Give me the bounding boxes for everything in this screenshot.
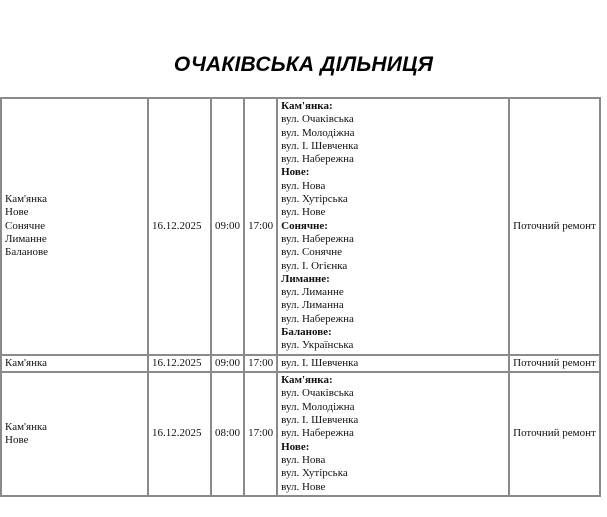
end-time-cell: 17:00 bbox=[244, 98, 277, 355]
street-name: вул. Нова bbox=[281, 453, 326, 466]
street-name: вул. Нове bbox=[281, 480, 326, 493]
end-time-cell: 17:00 bbox=[244, 372, 277, 496]
page-title: ОЧАКІВСЬКА ДІЛЬНИЦЯ bbox=[173, 53, 434, 76]
work-type-cell: Поточний ремонт bbox=[509, 98, 600, 355]
settlement-name: Нове bbox=[5, 433, 29, 446]
street-name: вул. І. Огієнка bbox=[281, 259, 348, 272]
street-name: вул. Набережна bbox=[281, 232, 354, 245]
streets-cell bbox=[277, 372, 509, 496]
settlement-name: Кам'янка bbox=[5, 420, 48, 433]
street-name: вул. Хутірська bbox=[281, 193, 348, 206]
street-name: вул. Очаківська bbox=[281, 387, 354, 400]
street-name: вул. І. Шевченка bbox=[281, 356, 359, 369]
settlement-group-heading: Кам'янка: bbox=[281, 374, 333, 387]
street-name: вул. Лиманне bbox=[281, 286, 344, 299]
settlement-group-heading: Сонячне: bbox=[281, 219, 328, 232]
table-row bbox=[1, 98, 600, 355]
street-name: вул. І. Шевченка bbox=[281, 139, 359, 152]
settlement-name: Баланове bbox=[5, 246, 49, 259]
table-body bbox=[1, 98, 600, 496]
settlements-cell bbox=[1, 372, 148, 496]
settlement-name: Кам'янка bbox=[5, 193, 48, 206]
settlement-group-heading: Кам'янка: bbox=[281, 100, 333, 112]
street-name: вул. Українська bbox=[281, 339, 354, 352]
date-cell: 16.12.2025 bbox=[148, 372, 211, 496]
street-name: вул. Нова bbox=[281, 179, 326, 192]
streets-cell bbox=[277, 98, 509, 355]
streets-cell bbox=[277, 355, 509, 373]
street-name: вул. І. Шевченка bbox=[281, 414, 359, 427]
street-name: вул. Набережна bbox=[281, 153, 354, 166]
settlement-group-heading: Нове: bbox=[281, 440, 310, 453]
street-name: вул. Набережна bbox=[281, 312, 354, 325]
street-name: вул. Очаківська bbox=[281, 113, 354, 126]
street-name: вул. Сонячне bbox=[281, 246, 343, 259]
settlement-name: Лиманне bbox=[5, 232, 47, 245]
start-time-cell: 09:00 bbox=[211, 98, 244, 355]
settlements-cell bbox=[1, 98, 148, 355]
settlement-group-heading: Нове: bbox=[281, 166, 310, 179]
settlement-group-heading: Лиманне: bbox=[281, 272, 330, 285]
settlements-cell bbox=[1, 355, 148, 373]
date-cell: 16.12.2025 bbox=[148, 98, 211, 355]
street-name: вул. Нове bbox=[281, 206, 326, 219]
street-name: вул. Хутірська bbox=[281, 467, 348, 480]
work-type-cell: Поточний ремонт bbox=[509, 355, 600, 373]
table-row bbox=[1, 372, 600, 496]
street-name: вул. Лиманна bbox=[281, 299, 344, 312]
settlement-name: Нове bbox=[5, 206, 29, 219]
street-name: вул. Молодіжна bbox=[281, 400, 355, 413]
street-name: вул. Набережна bbox=[281, 427, 354, 440]
street-name: вул. Молодіжна bbox=[281, 126, 355, 139]
end-time-cell: 17:00 bbox=[244, 355, 277, 373]
settlement-name: Кам'янка bbox=[5, 356, 48, 369]
start-time-cell: 08:00 bbox=[211, 372, 244, 496]
table-row bbox=[1, 355, 600, 373]
outage-schedule-table bbox=[0, 97, 601, 497]
start-time-cell: 09:00 bbox=[211, 355, 244, 373]
settlement-group-heading: Баланове: bbox=[281, 326, 332, 339]
settlement-name: Сонячне bbox=[5, 219, 46, 232]
date-cell: 16.12.2025 bbox=[148, 355, 211, 373]
work-type-cell: Поточний ремонт bbox=[509, 372, 600, 496]
